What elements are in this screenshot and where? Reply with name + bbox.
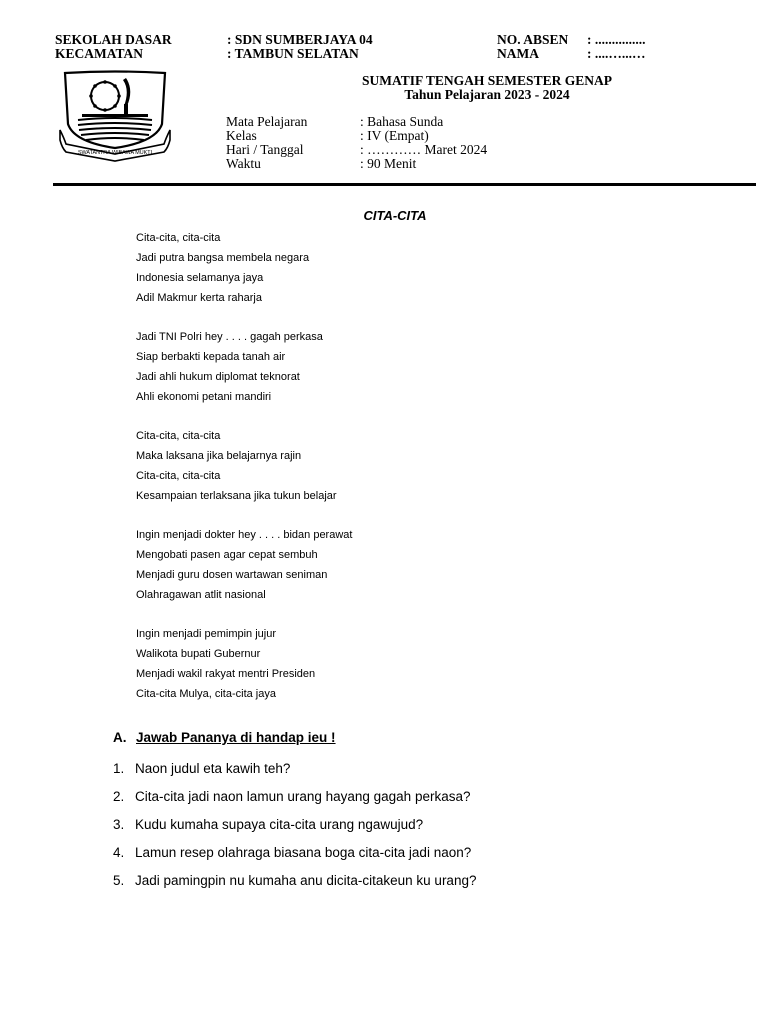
question-list [113, 755, 476, 895]
poem-line: Cita-cita, cita-cita [136, 470, 221, 482]
school-label: SEKOLAH DASAR [55, 32, 172, 47]
meta-subject-label: Mata Pelajaran [226, 114, 308, 129]
poem-line: Indonesia selamanya jaya [136, 272, 264, 284]
meta-time-label: Waktu [226, 156, 261, 171]
district-value: : TAMBUN SELATAN [227, 46, 359, 61]
section-a-heading [113, 730, 336, 745]
poem-line: Mengobati pasen agar cepat sembuh [136, 549, 318, 561]
poem-stanza [136, 624, 352, 704]
question-text: Cita-cita jadi naon lamun urang hayang gagah perkasa? [135, 789, 471, 804]
absen-value: : ............... [587, 32, 646, 47]
question-text: Kudu kumaha supaya cita-cita urang ngawujud? [135, 817, 424, 832]
header-divider [53, 183, 756, 186]
meta-date-label: Hari / Tanggal [226, 142, 304, 157]
poem-line: Jadi ahli hukum diplomat teknorat [136, 371, 300, 383]
poem-stanza [136, 525, 352, 605]
section-letter: A. [113, 730, 127, 745]
poem-line: Jadi TNI Polri hey . . . . gagah perkasa [136, 331, 323, 343]
question-item [113, 839, 476, 867]
emblem-motto: SWATANTRA WIBAWA MUKTI [77, 150, 153, 156]
meta-subject-value: : Bahasa Sunda [360, 114, 444, 129]
question-item [113, 811, 476, 839]
meta-time-value: : 90 Menit [360, 156, 417, 171]
school-value: : SDN SUMBERJAYA 04 [227, 32, 373, 47]
meta-date-value: : ………… Maret 2024 [360, 142, 488, 157]
meta-class-label: Kelas [226, 128, 257, 143]
poem-stanza [136, 228, 352, 308]
question-text: Naon judul eta kawih teh? [135, 761, 291, 776]
name-value: : ....…...… [587, 46, 646, 61]
question-text: Jadi pamingpin nu kumaha anu dicita-citakeun ku urang? [135, 873, 477, 888]
poem [136, 228, 352, 723]
school-emblem [58, 70, 172, 162]
question-number: 3. [113, 817, 125, 832]
poem-line: Walikota bupati Gubernur [136, 648, 261, 660]
poem-line: Menjadi guru dosen wartawan seniman [136, 569, 328, 581]
poem-line: Kesampaian terlaksana jika tukun belajar [136, 490, 337, 502]
poem-line: Jadi putra bangsa membela negara [136, 252, 310, 264]
question-number: 4. [113, 845, 125, 860]
poem-line: Ahli ekonomi petani mandiri [136, 391, 272, 403]
emblem-icon [58, 70, 172, 162]
school-year: Tahun Pelajaran 2023 - 2024 [404, 87, 570, 102]
question-number: 2. [113, 789, 125, 804]
poem-line: Menjadi wakil rakyat mentri Presiden [136, 668, 316, 680]
question-number: 1. [113, 761, 125, 776]
poem-line: Olahragawan atlit nasional [136, 589, 266, 601]
poem-line: Adil Makmur kerta raharja [136, 292, 262, 304]
poem-stanza [136, 327, 352, 407]
district-label: KECAMATAN [55, 46, 143, 61]
absen-label: NO. ABSEN [497, 32, 569, 47]
poem-line: Ingin menjadi pemimpin jujur [136, 628, 277, 640]
poem-line: Siap berbakti kepada tanah air [136, 351, 286, 363]
poem-line: Maka laksana jika belajarnya rajin [136, 450, 302, 462]
section-title: Jawab Pananya di handap ieu ! [136, 730, 336, 745]
poem-line: Cita-cita, cita-cita [136, 232, 221, 244]
poem-title: CITA-CITA [363, 208, 427, 223]
poem-line: Cita-cita Mulya, cita-cita jaya [136, 688, 276, 700]
question-text: Lamun resep olahraga biasana boga cita-cita jadi naon? [135, 845, 472, 860]
question-item [113, 755, 476, 783]
meta-class-value: : IV (Empat) [360, 128, 429, 143]
poem-line: Ingin menjadi dokter hey . . . . bidan perawat [136, 529, 353, 541]
question-number: 5. [113, 873, 125, 888]
question-item [113, 867, 476, 895]
exam-title: SUMATIF TENGAH SEMESTER GENAP [362, 73, 612, 88]
poem-line: Cita-cita, cita-cita [136, 430, 221, 442]
question-item [113, 783, 476, 811]
name-label: NAMA [497, 46, 539, 61]
poem-stanza [136, 426, 352, 506]
